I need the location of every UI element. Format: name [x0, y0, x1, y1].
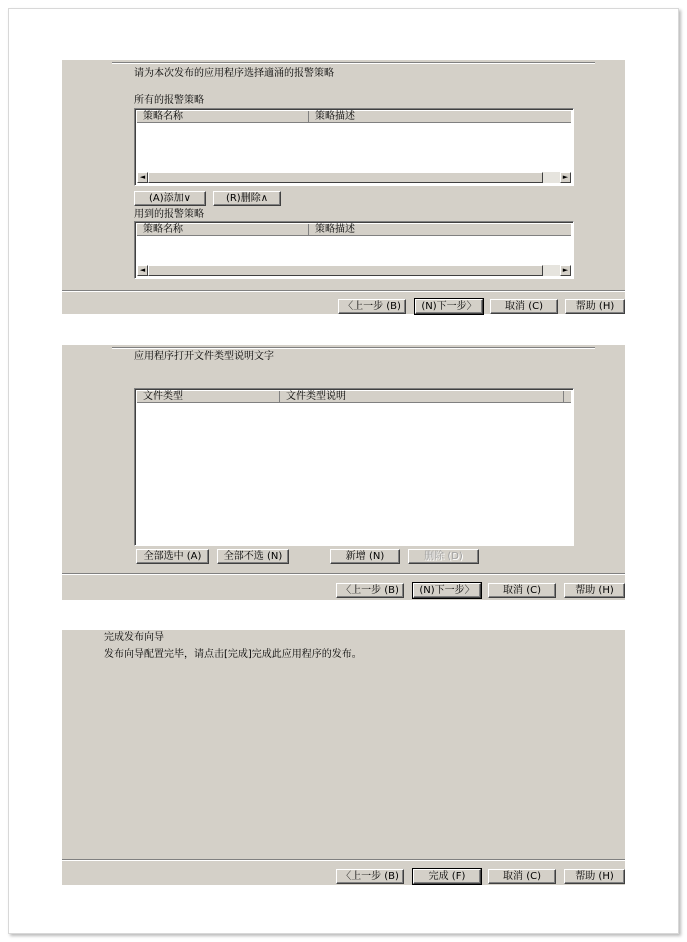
scroll-left-icon[interactable]: ◄ [137, 172, 148, 183]
used-policies-list[interactable] [134, 221, 574, 279]
page-title: 完成发布向导 [104, 632, 164, 643]
scroll-left-icon[interactable]: ◄ [137, 265, 148, 276]
cancel-button[interactable]: 取消 (C) [488, 869, 556, 884]
footer-separator [62, 290, 625, 292]
footer-separator [62, 573, 625, 575]
help-button[interactable]: 帮助 (H) [565, 299, 625, 314]
scroll-right-icon[interactable]: ► [560, 172, 571, 183]
column-header-policy-desc[interactable]: 策略描述 [315, 111, 355, 122]
column-header-file-type[interactable]: 文件类型 [137, 391, 280, 402]
column-header-policy-name[interactable]: 策略名称 [137, 224, 309, 235]
all-policies-list[interactable] [134, 108, 574, 186]
file-types-list[interactable] [134, 388, 574, 546]
cancel-button[interactable]: 取消 (C) [488, 583, 556, 598]
scroll-thumb[interactable] [148, 265, 543, 276]
footer-separator [62, 859, 625, 861]
list-header [137, 111, 571, 123]
scroll-right-icon[interactable]: ► [560, 265, 571, 276]
top-separator [112, 347, 595, 349]
next-button[interactable]: (N)下一步〉 [413, 583, 481, 598]
page-instruction: 请为本次发布的应用程序选择適涌的报警策略 [134, 68, 334, 79]
top-separator [112, 62, 595, 64]
horizontal-scrollbar[interactable] [137, 172, 571, 183]
delete-button[interactable]: 删除 (D) [408, 549, 479, 564]
column-header-policy-desc[interactable]: 策略描述 [315, 224, 355, 235]
column-header-file-type-desc[interactable]: 文件类型说明 [280, 391, 564, 402]
next-button[interactable]: (N)下一步〉 [415, 299, 483, 314]
list-header [137, 391, 571, 403]
used-policies-label: 用到的报警策略 [134, 209, 204, 220]
scroll-thumb[interactable] [148, 172, 543, 183]
horizontal-scrollbar[interactable] [137, 265, 571, 276]
wizard-page-finish [62, 630, 625, 885]
new-button[interactable]: 新增 (N) [330, 549, 400, 564]
wizard-page-file-types [62, 345, 625, 600]
back-button[interactable]: 〈上一步 (B) [338, 299, 406, 314]
all-policies-label: 所有的报警策略 [134, 95, 204, 106]
column-header-policy-name[interactable]: 策略名称 [137, 111, 309, 122]
select-all-button[interactable]: 全部选中 (A) [136, 549, 209, 564]
page-instruction: 应用程序打开文件类型说明文字 [134, 351, 274, 362]
cancel-button[interactable]: 取消 (C) [490, 299, 558, 314]
wizard-page-alarm-policy [62, 60, 625, 314]
deselect-all-button[interactable]: 全部不选 (N) [217, 549, 289, 564]
help-button[interactable]: 帮助 (H) [564, 583, 625, 598]
list-header [137, 224, 571, 236]
add-button[interactable]: (A)添加∨ [134, 191, 206, 206]
remove-button[interactable]: (R)删除∧ [213, 191, 281, 206]
back-button[interactable]: 〈上一步 (B) [336, 583, 404, 598]
help-button[interactable]: 帮助 (H) [564, 869, 625, 884]
finish-message: 发布向导配置完毕，请点击[完成]完成此应用程序的发布。 [104, 649, 362, 660]
finish-button[interactable]: 完成 (F) [413, 869, 481, 884]
back-button[interactable]: 〈上一步 (B) [336, 869, 404, 884]
